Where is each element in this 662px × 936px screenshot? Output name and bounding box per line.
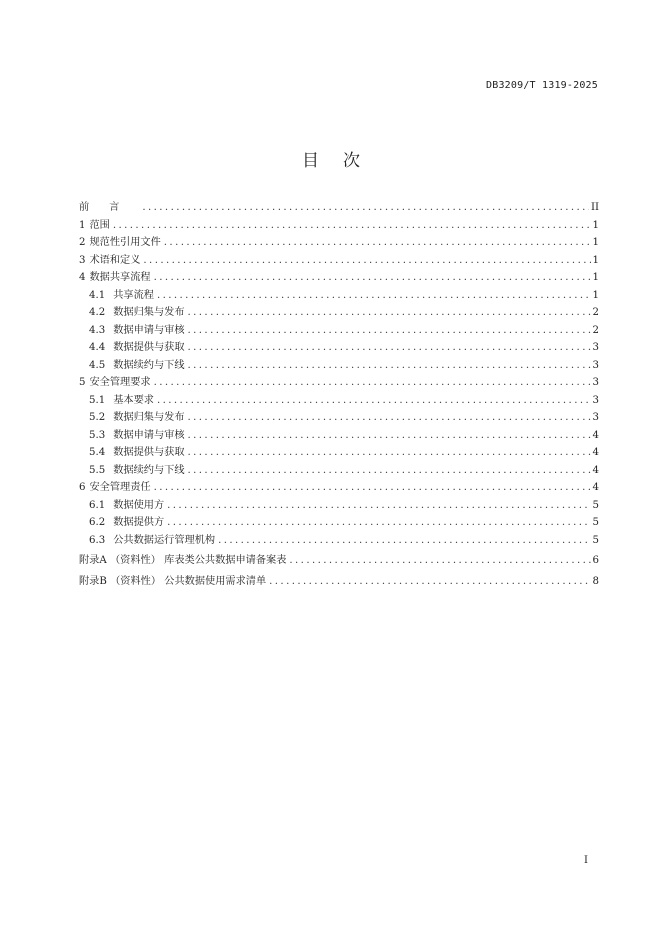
- leader-dots: [188, 322, 591, 340]
- leader-dots: [188, 462, 591, 480]
- toc-entry[interactable]: [79, 217, 599, 235]
- toc-entry[interactable]: [79, 269, 599, 287]
- toc-entry[interactable]: [79, 252, 599, 270]
- leader-dots: [289, 552, 590, 570]
- toc-entry[interactable]: [79, 514, 599, 532]
- toc-entry-page: 5: [592, 517, 599, 528]
- toc-entry-label: 数据申请与审核: [113, 429, 185, 441]
- toc-appendix-entry[interactable]: [79, 573, 599, 591]
- document-code: DB3209/T 1319-2025: [486, 80, 598, 91]
- toc-entry[interactable]: [79, 304, 599, 322]
- leader-dots: [143, 252, 590, 270]
- toc-entry-page: 3: [592, 394, 599, 406]
- toc-entry-page: 1: [592, 219, 599, 231]
- leader-dots: [167, 497, 590, 515]
- toc-entry-preface[interactable]: [79, 199, 599, 217]
- toc-entry-label: 共享流程: [113, 289, 154, 301]
- toc-entry[interactable]: [79, 444, 599, 462]
- toc-appendix-entry[interactable]: [79, 552, 599, 570]
- leader-dots: [157, 392, 591, 410]
- toc-entry[interactable]: [79, 427, 599, 445]
- toc-entry-number: 1: [79, 219, 86, 231]
- toc-entry-number: 5.4: [89, 447, 106, 458]
- leader-dots: [167, 514, 590, 532]
- toc-entry-number: 5.1: [89, 394, 106, 406]
- toc-entry-page: 3: [592, 342, 599, 353]
- toc-entry-number: 5.5: [89, 464, 106, 476]
- leader-dots: [113, 217, 591, 235]
- toc-entry-number: 4: [79, 272, 86, 283]
- toc-entry-number: 2: [79, 237, 86, 248]
- toc-entry-label: 基本要求: [113, 394, 154, 406]
- toc-entry-number: 4.1: [89, 289, 106, 301]
- toc-entry-number: 6.3: [89, 534, 106, 546]
- toc-entry-number: 6.1: [89, 499, 106, 511]
- leader-dots: [188, 357, 591, 375]
- toc-entry-page: 4: [592, 482, 599, 493]
- toc-entry-page: 1: [592, 272, 599, 283]
- toc-entry-page: 1: [592, 254, 599, 266]
- toc-entry-label: 安全管理要求: [89, 377, 151, 388]
- toc-entry-number: 5: [79, 377, 86, 388]
- leader-dots: [218, 532, 590, 550]
- toc-entry-number: 6: [79, 482, 86, 493]
- toc-entry-page: 2: [592, 307, 599, 318]
- leader-dots: [154, 479, 591, 497]
- toc-entry-label: 规范性引用文件: [89, 237, 161, 248]
- toc-appendix-label: 附录A （资料性） 库表类公共数据申请备案表: [79, 555, 287, 566]
- leader-dots: [154, 269, 591, 287]
- toc-entry-page: 4: [592, 429, 599, 441]
- toc-entry[interactable]: [79, 374, 599, 392]
- toc-entry-number: 3: [79, 254, 86, 266]
- page-number: I: [584, 855, 588, 866]
- leader-dots: [188, 304, 591, 322]
- toc-entry-page: 4: [592, 464, 599, 476]
- toc-entry-label: 前言: [79, 202, 140, 213]
- toc-appendix-page: 6: [592, 555, 599, 566]
- toc-entry-page: 3: [592, 359, 599, 371]
- toc-entry-page: 3: [592, 377, 599, 388]
- toc-entry[interactable]: [79, 409, 599, 427]
- leader-dots: [188, 427, 591, 445]
- toc-entry-label: 数据归集与发布: [113, 307, 185, 318]
- toc-entry-label: 数据提供方: [113, 517, 165, 528]
- toc-entry[interactable]: [79, 339, 599, 357]
- toc-entry[interactable]: [79, 357, 599, 375]
- toc-entry-page: 5: [592, 534, 599, 546]
- toc-entry-label: 范围: [89, 219, 110, 231]
- toc-entry-label: 公共数据运行管理机构: [113, 534, 216, 546]
- toc-entry-label: 数据续约与下线: [113, 464, 185, 476]
- toc-entry[interactable]: [79, 497, 599, 515]
- leader-dots: [269, 573, 590, 591]
- leader-dots: [188, 339, 591, 357]
- toc-entry-label: 数据归集与发布: [113, 412, 185, 423]
- toc-entry-page: 2: [592, 324, 599, 336]
- toc-entry-number: 6.2: [89, 517, 106, 528]
- toc-entry-page: 1: [592, 289, 599, 301]
- toc-entry[interactable]: [79, 462, 599, 480]
- toc-entry-page: 5: [592, 499, 599, 511]
- table-of-contents: [79, 199, 599, 590]
- toc-entry-number: 4.2: [89, 307, 106, 318]
- leader-dots: [188, 409, 591, 427]
- leader-dots: [142, 199, 589, 217]
- toc-entry-number: 4.5: [89, 359, 106, 371]
- leader-dots: [154, 374, 591, 392]
- toc-entry-label: 数据续约与下线: [113, 359, 185, 371]
- leader-dots: [164, 234, 591, 252]
- toc-entry[interactable]: [79, 234, 599, 252]
- leader-dots: [188, 444, 591, 462]
- toc-entry-number: 4.4: [89, 342, 106, 353]
- toc-entry-label: 数据提供与获取: [113, 342, 185, 353]
- leader-dots: [157, 287, 591, 305]
- toc-entry[interactable]: [79, 532, 599, 550]
- toc-entry-page: 3: [592, 412, 599, 423]
- toc-entry-label: 数据使用方: [113, 499, 165, 511]
- toc-entry-label: 数据申请与审核: [113, 324, 185, 336]
- toc-entry[interactable]: [79, 479, 599, 497]
- toc-entry-label: 数据提供与获取: [113, 447, 185, 458]
- toc-entry[interactable]: [79, 392, 599, 410]
- toc-entry-number: 5.3: [89, 429, 106, 441]
- toc-entry-label: 安全管理责任: [89, 482, 151, 493]
- toc-entry[interactable]: [79, 287, 599, 305]
- toc-appendix-page: 8: [592, 575, 599, 587]
- toc-entry-number: 5.2: [89, 412, 106, 423]
- toc-entry-label: 术语和定义: [89, 254, 141, 266]
- toc-appendix-label: 附录B （资料性） 公共数据使用需求清单: [79, 575, 267, 587]
- toc-entry-page: 1: [592, 237, 599, 248]
- toc-entry-page: II: [590, 202, 599, 213]
- toc-entry-number: 4.3: [89, 324, 106, 336]
- toc-title: 目次: [302, 151, 384, 171]
- toc-entry-page: 4: [592, 447, 599, 458]
- toc-entry-label: 数据共享流程: [89, 272, 151, 283]
- toc-entry[interactable]: [79, 322, 599, 340]
